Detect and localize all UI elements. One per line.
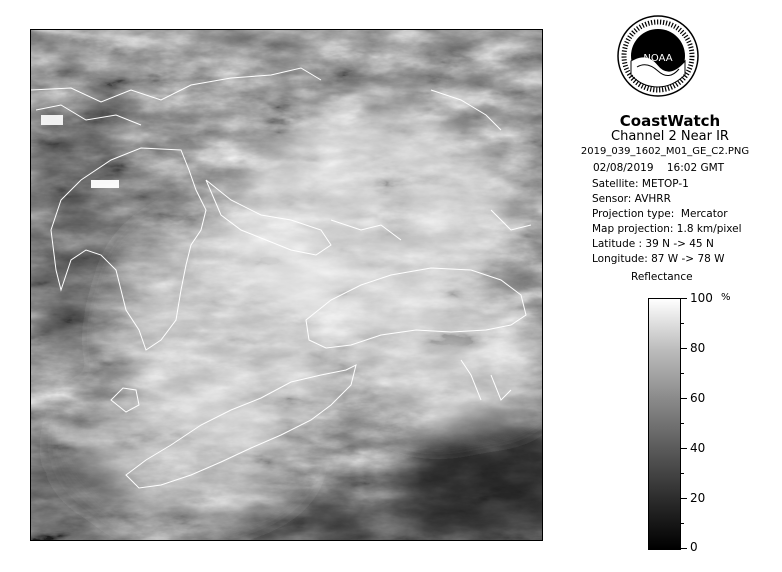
colorbar-tick-label: 80: [690, 341, 706, 355]
noaa-logo: [617, 15, 699, 97]
colorbar-tick: [681, 448, 687, 449]
satellite-label: Satellite: METOP-1: [592, 178, 689, 190]
latitude-label: Latitude : 39 N -> 45 N: [592, 238, 714, 250]
colorbar-tick: [681, 348, 687, 349]
legend-label: Reflectance: [631, 271, 693, 283]
map-projection-label: Map projection: 1.8 km/pixel: [592, 223, 742, 235]
colorbar-tick: [681, 498, 687, 499]
satellite-image: [30, 29, 543, 541]
legend-unit: %: [721, 292, 731, 303]
sensor-label: Sensor: AVHRR: [592, 193, 671, 205]
colorbar-tick-label: 0: [690, 540, 698, 554]
colorbar-minor-tick: [681, 473, 684, 474]
colorbar-tick: [681, 548, 687, 549]
filename-label: 2019_039_1602_M01_GE_C2.PNG: [580, 146, 750, 157]
colorbar-minor-tick: [681, 423, 684, 424]
noaa-logo-text: NOAA: [643, 53, 673, 64]
colorbar-minor-tick: [681, 373, 684, 374]
datetime-label: 02/08/2019 16:02 GMT: [593, 162, 725, 174]
colorbar-minor-tick: [681, 523, 684, 524]
colorbar-tick: [681, 398, 687, 399]
page-title: CoastWatch: [619, 112, 721, 130]
colorbar-tick-label: 40: [690, 441, 706, 455]
reflectance-colorbar: [648, 298, 681, 550]
satellite-image-svg: [31, 30, 543, 541]
colorbar-tick-label: 60: [690, 391, 706, 405]
colorbar-minor-tick: [681, 323, 684, 324]
colorbar-tick-label: 100: [690, 291, 713, 305]
longitude-label: Longitude: 87 W -> 78 W: [592, 253, 725, 265]
colorbar-tick: [681, 298, 687, 299]
channel-subtitle: Channel 2 Near IR: [611, 129, 729, 144]
colorbar-tick-label: 20: [690, 491, 706, 505]
projection-type-label: Projection type: Mercator: [592, 208, 728, 220]
